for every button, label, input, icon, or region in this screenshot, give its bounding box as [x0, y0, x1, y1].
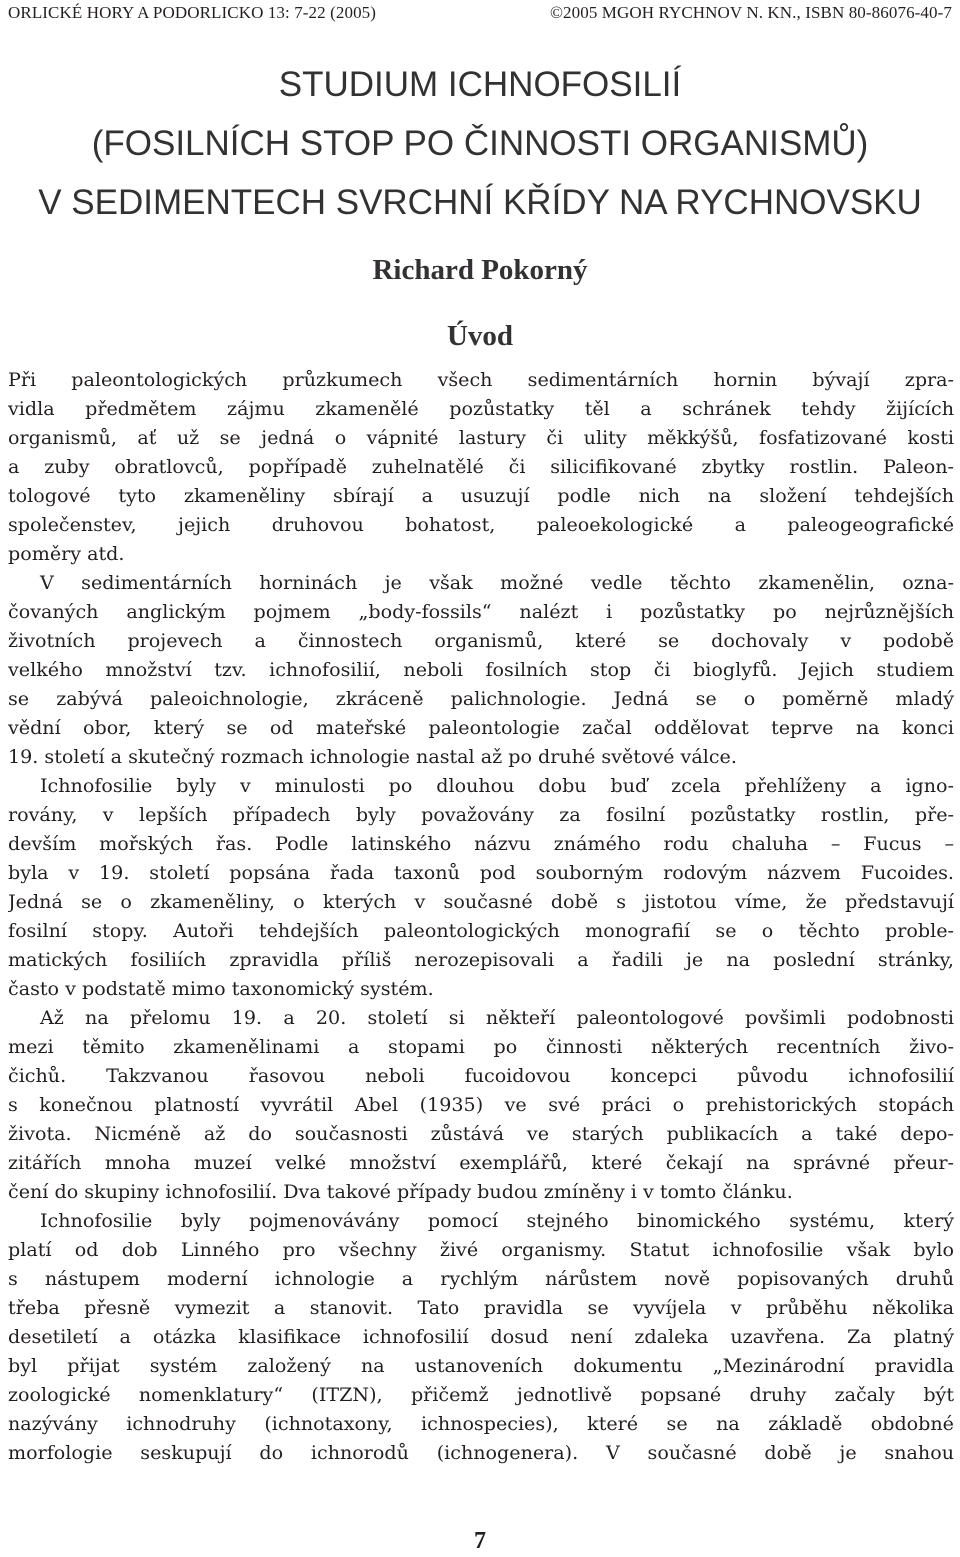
- title-line: STUDIUM ICHNOFOSILIÍ: [278, 65, 682, 104]
- text-line: desetiletí a otázka klasifikace ichnofosilií dosud není zdaleka uzavřena. Za platný: [8, 1325, 954, 1348]
- text-line: často v podstatě mimo taxonomický systém.: [8, 977, 434, 1000]
- text-line: morfologie seskupují do ichnorodů (ichnogenera). V současné době je snahou: [8, 1441, 954, 1464]
- article-title: [0, 55, 960, 232]
- text-line: zitářích mnoha muzeí velké množství exemplářů, které čekají na správné přeur-: [8, 1151, 954, 1174]
- text-line: se zabývá paleoichnologie, zkráceně palichnologie. Jedná se o poměrně mladý: [8, 687, 954, 710]
- text-line: 19. století a skutečný rozmach ichnologie nastal až po druhé světové válce.: [8, 745, 737, 768]
- text-line: společenstev, jejich druhovou bohatost, paleoekologické a paleogeografické: [8, 513, 954, 536]
- text-line: V sedimentárních horninách je však možné vedle těchto zkamenělin, ozna-: [40, 571, 954, 594]
- text-line: byla v 19. století popsána řada taxonů pod souborným rodovým názvem Fucoides.: [8, 861, 954, 884]
- running-header: [8, 3, 952, 25]
- text-line: třeba přesně vymezit a stanovit. Tato pravidla se vyvíjela v průběhu několika: [8, 1296, 954, 1319]
- title-line: (FOSILNÍCH STOP PO ČINNOSTI ORGANISMŮ): [91, 124, 869, 163]
- text-line: devším mořských řas. Podle latinského názvu známého rodu chaluha – Fucus –: [8, 832, 954, 855]
- text-line: a zuby obratlovců, popřípadě zuhelnatělé či silicifikované zbytky rostlin. Paleon-: [8, 455, 954, 478]
- text-line: Až na přelomu 19. a 20. století si někteří paleontologové povšimli podobnosti: [40, 1006, 954, 1029]
- text-line: organismů, ať už se jedná o vápnité lastury či ulity měkkýšů, fosfatizované kosti: [8, 426, 954, 449]
- text-line: byl přijat systém založený na ustanoveních dokumentu „Mezinárodní pravidla: [8, 1354, 954, 1377]
- copyright-isbn: ©2005 MGOH RYCHNOV N. KN., ISBN 80-86076-40-7: [550, 3, 952, 22]
- text-line: Při paleontologických průzkumech všech sedimentárních hornin bývají zpra-: [8, 368, 954, 391]
- text-line: vědní obor, který se od mateřské paleontologie začal oddělovat teprve na konci: [8, 716, 954, 739]
- text-line: životních projevech a činnostech organismů, které se dochovaly v podobě: [8, 629, 954, 652]
- text-line: Ichnofosilie byly pojmenovávány pomocí stejného binomického systému, který: [40, 1209, 954, 1232]
- text-line: života. Nicméně až do současnosti zůstává ve starých publikacích a také depo-: [8, 1122, 954, 1145]
- text-line: mezi těmito zkamenělinami a stopami po činnosti některých recentních živo-: [8, 1035, 954, 1058]
- text-line: fosilní stopy. Autoři tehdejších paleontologických monografií se o těchto proble-: [8, 919, 954, 942]
- text-line: s nástupem moderní ichnologie a rychlým nárůstem nově popisovaných druhů: [8, 1267, 954, 1290]
- text-line: velkého množství tzv. ichnofosilií, neboli fosilních stop či bioglyfů. Jejich studiem: [8, 658, 954, 681]
- body-text: [8, 365, 954, 1467]
- text-line: matických fosiliích zpravidla příliš nerozepisovali a řadili je na poslední stránky,: [8, 948, 954, 971]
- text-line: s konečnou platností vyvrátil Abel (1935) ve své práci o prehistorických stopách: [8, 1093, 954, 1116]
- text-line: Ichnofosilie byly v minulosti po dlouhou dobu buď zcela přehlíženy a igno-: [40, 774, 954, 797]
- text-line: čení do skupiny ichnofosilií. Dva takové případy budou zmíněny i v tomto článku.: [8, 1180, 793, 1203]
- text-line: tologové tyto zkameněliny sbírají a usuzují podle nich na složení tehdejších: [8, 484, 954, 507]
- author-name: Richard Pokorný: [372, 254, 588, 286]
- journal-citation: ORLICKÉ HORY A PODORLICKO 13: 7-22 (2005): [8, 3, 377, 22]
- page-number: 7: [474, 1528, 486, 1554]
- text-line: poměry atd.: [8, 542, 125, 565]
- text-line: nazývány ichnodruhy (ichnotaxony, ichnospecies), které se na základě obdobné: [8, 1412, 954, 1435]
- text-line: Jedná se o zkameněliny, o kterých v současné době s jistotou víme, že představují: [8, 890, 954, 913]
- text-line: platí od dob Linného pro všechny živé organismy. Statut ichnofosilie však bylo: [8, 1238, 954, 1261]
- text-line: čichů. Takzvanou řasovou neboli fucoidovou koncepci původu ichnofosilií: [8, 1064, 954, 1087]
- title-line: V SEDIMENTECH SVRCHNÍ KŘÍDY NA RYCHNOVSKU: [38, 183, 922, 222]
- text-line: vidla předmětem zájmu zkamenělé pozůstatky těl a schránek tehdy žijících: [8, 397, 954, 420]
- text-line: čovaných anglickým pojmem „body-fossils“ nalézt i pozůstatky po nejrůznějších: [8, 600, 954, 623]
- text-line: zoologické nomenklatury“ (ITZN), přičemž jednotlivě popsané druhy začaly být: [8, 1383, 954, 1406]
- text-line: rovány, v lepších případech byly považovány za fosilní pozůstatky rostlin, pře-: [8, 803, 954, 826]
- section-heading: Úvod: [446, 320, 514, 352]
